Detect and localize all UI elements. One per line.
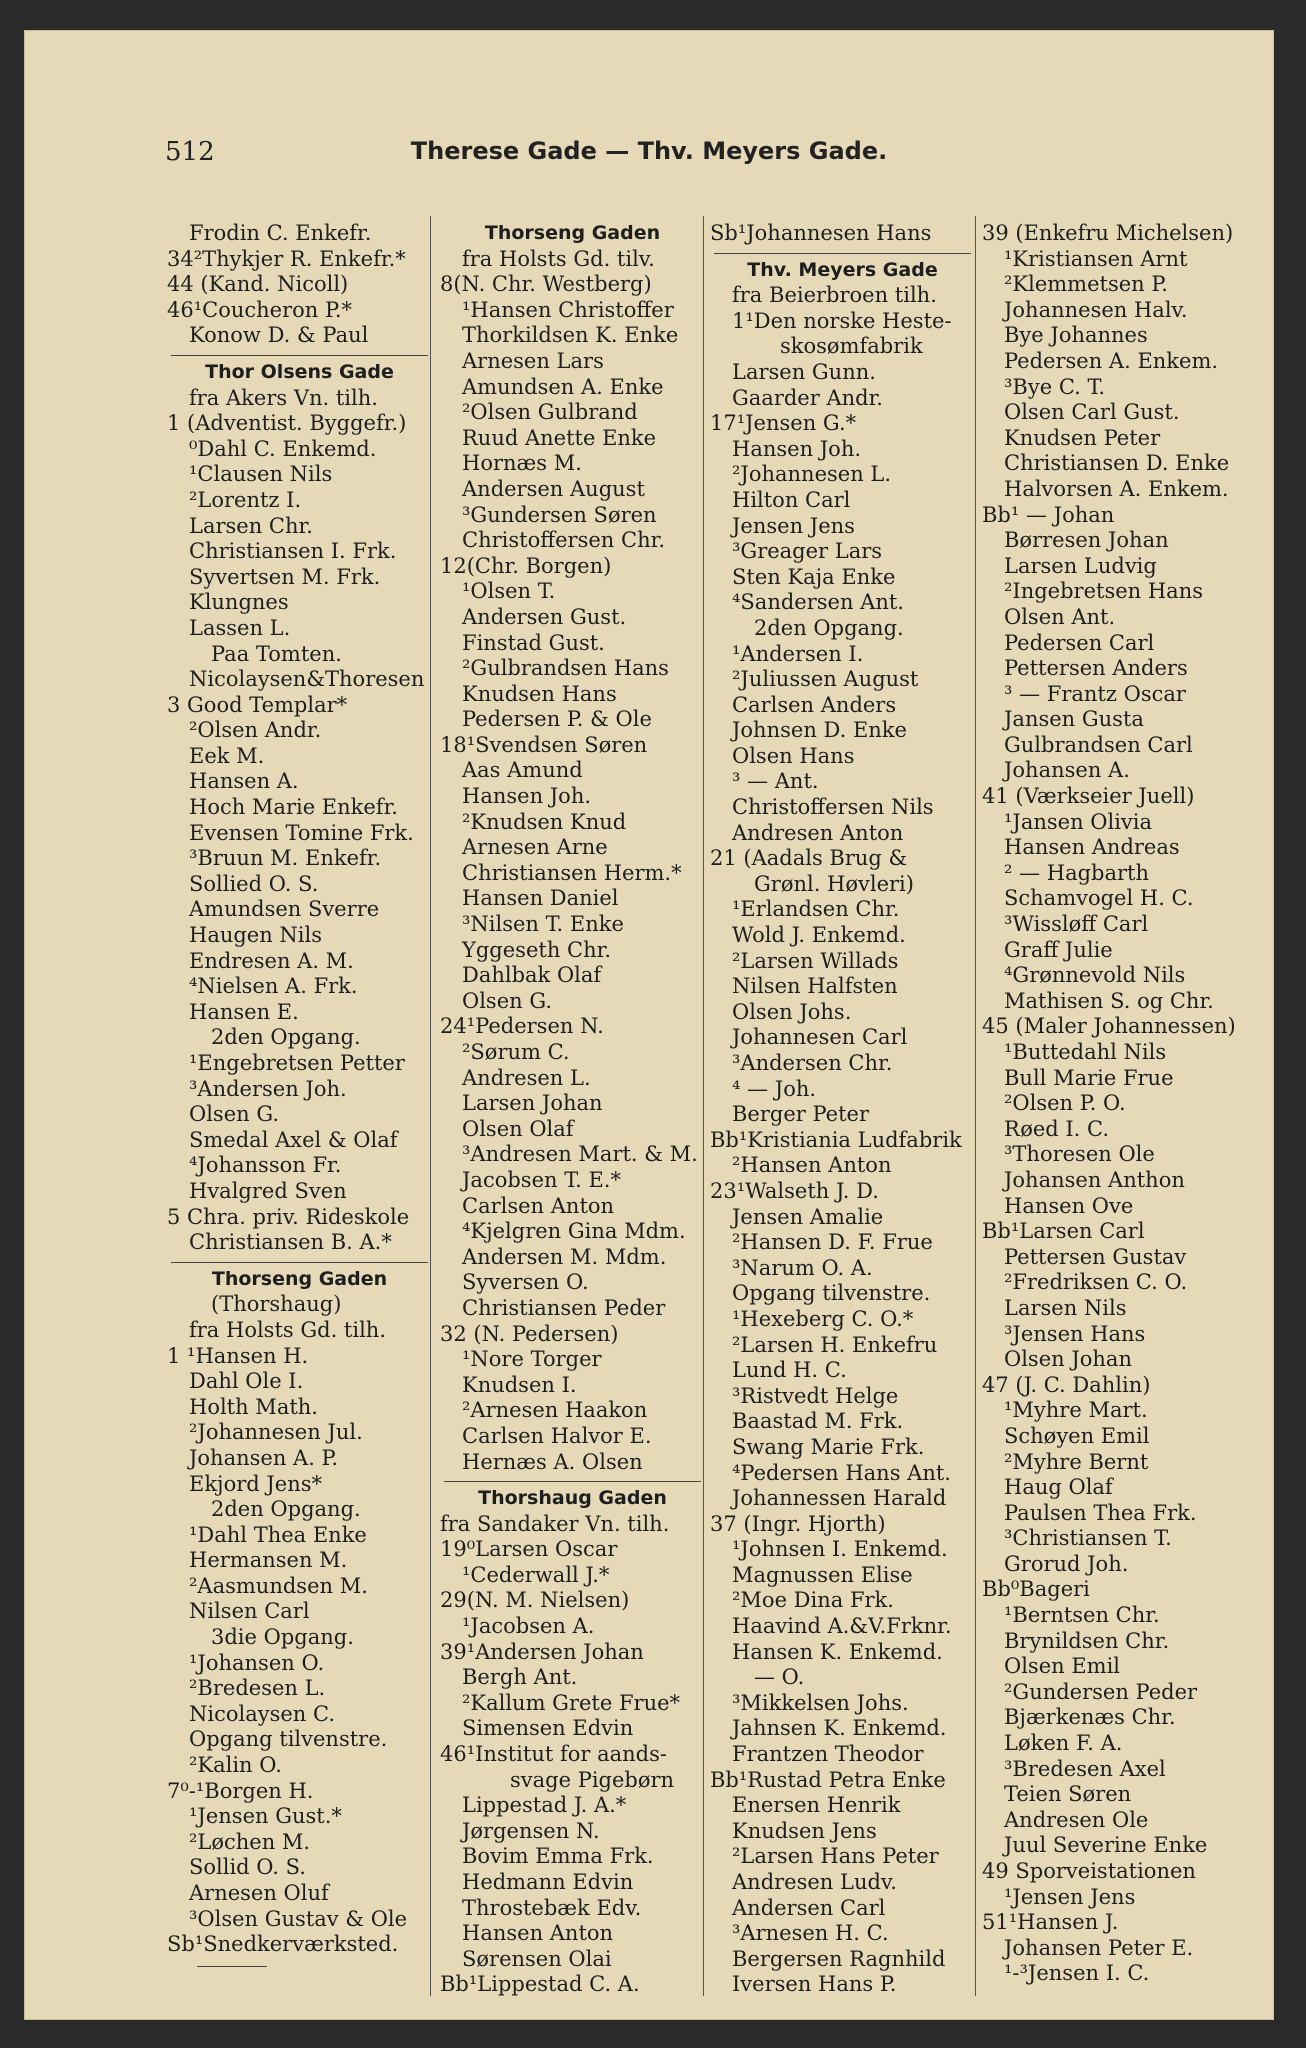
directory-entry: 39 (Enkefru Michelsen) bbox=[982, 221, 1234, 245]
directory-entry: ²Klemmetsen P. bbox=[1004, 272, 1168, 297]
directory-entry: ²Larsen Willads bbox=[732, 948, 899, 973]
directory-entry: Hansen A. bbox=[189, 769, 299, 794]
directory-entry: ³Ristvedt Helge bbox=[732, 1383, 899, 1408]
directory-entry: Eek M. bbox=[189, 743, 265, 768]
directory-entry: Johannesen Halv. bbox=[1004, 297, 1188, 322]
directory-entry: Ekjord Jens* bbox=[189, 1471, 323, 1496]
directory-entry: Magnussen Elise bbox=[732, 1562, 913, 1587]
directory-entry: 12(Chr. Borgen) bbox=[440, 553, 612, 578]
directory-entry: ³Narum O. A. bbox=[732, 1255, 873, 1280]
directory-entry: Hilton Carl bbox=[732, 487, 851, 512]
directory-entry: Jensen Jens bbox=[732, 513, 855, 538]
directory-entry: Carlsen Halvor E. bbox=[462, 1423, 652, 1448]
running-title: Therese Gade — Thv. Meyers Gade. bbox=[410, 137, 888, 165]
directory-entry: ¹Myhre Mart. bbox=[1004, 1398, 1148, 1423]
directory-entry: 8(N. Chr. Westberg) bbox=[440, 272, 652, 297]
directory-entry: 1¹Den norske Heste- bbox=[732, 308, 952, 333]
directory-entry: Bb⁰Bageri bbox=[982, 1577, 1090, 1602]
directory-entry: 24¹Pedersen N. bbox=[440, 1014, 604, 1039]
directory-entry: Amundsen Sverre bbox=[189, 897, 380, 922]
directory-entry: Bb¹Rustad Petra Enke bbox=[710, 1767, 946, 1792]
directory-entry: ³Bredesen Axel bbox=[1004, 1756, 1166, 1781]
directory-entry: Andersen Gust. bbox=[462, 604, 627, 629]
directory-entry: Hansen Andreas bbox=[1004, 835, 1180, 860]
directory-entry: ²Myhre Bernt bbox=[1004, 1449, 1149, 1474]
directory-entry: Pedersen Carl bbox=[1004, 630, 1155, 655]
directory-entry: Graff Julie bbox=[1004, 937, 1113, 962]
directory-entry: Jahnsen K. Enkemd. bbox=[732, 1716, 947, 1741]
directory-entry: ¹Jensen Jens bbox=[1004, 1884, 1136, 1909]
directory-entry: ²Juliussen August bbox=[732, 667, 919, 692]
directory-page bbox=[24, 30, 1274, 2020]
directory-entry: Knudsen Jens bbox=[732, 1818, 877, 1843]
directory-entry: Hansen K. Enkemd. bbox=[732, 1639, 943, 1664]
directory-entry: ¹Berntsen Chr. bbox=[1004, 1603, 1160, 1628]
directory-entry: ³Andersen Chr. bbox=[732, 1051, 893, 1075]
directory-entry: 2den Opgang. bbox=[211, 1025, 361, 1050]
directory-entry: Løken F. A. bbox=[1004, 1731, 1123, 1756]
directory-entry: Frantzen Theodor bbox=[732, 1742, 924, 1767]
directory-entry: Grorud Joh. bbox=[1004, 1551, 1129, 1576]
directory-entry: ¹Clausen Nils bbox=[189, 462, 333, 487]
directory-entry: Christiansen D. Enke bbox=[1004, 451, 1230, 476]
directory-entry: ²Hansen D. F. Frue bbox=[732, 1230, 933, 1255]
directory-entry: Christiansen Peder bbox=[462, 1295, 666, 1320]
directory-entry: 3 Good Templar* bbox=[167, 692, 348, 717]
directory-entry: Frodin C. Enkefr. bbox=[189, 221, 372, 245]
directory-entry: ⁴Nielsen A. Frk. bbox=[189, 974, 358, 999]
directory-entry: Andersen August bbox=[462, 476, 645, 501]
directory-entry: Gulbrandsen Carl bbox=[1004, 732, 1193, 757]
directory-entry: Johansen A. bbox=[1004, 758, 1130, 783]
directory-entry: Haavind A.&V.Frknr. bbox=[732, 1614, 952, 1639]
directory-entry: Christoffersen Nils bbox=[732, 795, 934, 820]
directory-entry: Hansen E. bbox=[189, 999, 299, 1024]
directory-entry: ³Andersen Joh. bbox=[189, 1076, 347, 1101]
directory-entry: ³ — Frantz Oscar bbox=[1004, 681, 1186, 706]
directory-entry: Hansen Joh. bbox=[732, 436, 862, 461]
directory-entry: fra Holsts Gd. tilh. bbox=[189, 1317, 386, 1342]
directory-entry: ²Fredriksen C. O. bbox=[1004, 1270, 1188, 1295]
directory-entry: Konow D. & Paul bbox=[189, 323, 369, 348]
directory-entry: ³Wissløff Carl bbox=[1004, 912, 1149, 937]
directory-entry: Knudsen Peter bbox=[1004, 425, 1161, 450]
directory-entry: Bjærkenæs Chr. bbox=[1004, 1705, 1176, 1730]
directory-entry: fra Akers Vn. tilh. bbox=[189, 385, 378, 410]
directory-entry: Sb¹Snedkerværksted. bbox=[167, 1932, 399, 1957]
directory-entry: Andersen M. Mdm. bbox=[462, 1244, 667, 1269]
directory-entry: 7⁰-¹Borgen H. bbox=[167, 1778, 314, 1803]
directory-entry: Bb¹Lippestad C. A. bbox=[440, 1972, 640, 1997]
directory-entry: Bb¹Kristiania Ludfabrik bbox=[710, 1127, 962, 1152]
directory-entry: ¹Dahl Thea Enke bbox=[189, 1522, 367, 1547]
directory-entry: ²Ingebretsen Hans bbox=[1004, 579, 1203, 604]
directory-entry: ⁰Dahl C. Enkemd. bbox=[189, 436, 377, 461]
directory-entry: Paulsen Thea Frk. bbox=[1004, 1500, 1197, 1525]
directory-entry: Carlsen Anton bbox=[462, 1193, 615, 1218]
directory-entry: Thorkildsen K. Enke bbox=[462, 323, 679, 348]
directory-entry: Klungnes bbox=[189, 590, 289, 615]
directory-entry: ²Gundersen Peder bbox=[1004, 1679, 1198, 1704]
directory-entry: Hansen Anton bbox=[462, 1921, 614, 1946]
directory-entry: Jensen Amalie bbox=[732, 1204, 884, 1229]
directory-entry: ² — Hagbarth bbox=[1004, 860, 1150, 885]
directory-entry: Nilsen Halfsten bbox=[732, 974, 898, 999]
directory-entry: Haugen Nils bbox=[189, 923, 323, 948]
directory-entry: 46¹Institut for aands- bbox=[440, 1742, 667, 1767]
directory-entry: ³Mikkelsen Johs. bbox=[732, 1690, 909, 1715]
directory-entry: Hedmann Edvin bbox=[462, 1870, 634, 1894]
directory-entry: Pettersen Anders bbox=[1004, 656, 1188, 681]
directory-entry: Dahlbak Olaf bbox=[462, 963, 602, 988]
directory-entry: Olsen Emil bbox=[1004, 1654, 1121, 1679]
directory-entry: Nicolaysen C. bbox=[189, 1701, 335, 1726]
directory-entry: Syvertsen M. Frk. bbox=[189, 564, 381, 589]
directory-entry: Hansen Daniel bbox=[462, 886, 619, 911]
directory-entry: fra Holsts Gd. tilv. bbox=[462, 246, 655, 271]
directory-entry: skosømfabrik bbox=[780, 334, 923, 359]
directory-entry: 2den Opgang. bbox=[211, 1497, 361, 1522]
directory-entry: ²Lorentz I. bbox=[189, 487, 302, 512]
directory-entry: Larsen Gunn. bbox=[732, 359, 876, 384]
directory-entry: Hoch Marie Enkefr. bbox=[189, 795, 398, 820]
column-2 bbox=[440, 221, 705, 1997]
directory-entry: Johannesen Carl bbox=[732, 1025, 908, 1050]
section-divider bbox=[197, 1966, 267, 1967]
directory-entry: fra Sandaker Vn. tilh. bbox=[440, 1511, 670, 1536]
directory-entry: Hornæs M. bbox=[462, 451, 582, 476]
directory-entry: ⁴Kjelgren Gina Mdm. bbox=[462, 1219, 686, 1244]
directory-entry: Juul Severine Enke bbox=[1004, 1833, 1208, 1858]
directory-entry: ³Arnesen H. C. bbox=[732, 1921, 889, 1946]
directory-entry: 29(N. M. Nielsen) bbox=[440, 1588, 630, 1613]
directory-entry: ²Sørum C. bbox=[462, 1040, 570, 1064]
directory-entry: ³Gundersen Søren bbox=[462, 502, 657, 527]
directory-entry: 32 (N. Pedersen) bbox=[440, 1321, 619, 1346]
directory-entry: Johansen Peter E. bbox=[1004, 1935, 1194, 1960]
directory-entry: Mathisen S. og Chr. bbox=[1004, 988, 1214, 1013]
directory-entry: Lippestad J. A.* bbox=[462, 1793, 627, 1818]
directory-entry: Endresen A. M. bbox=[189, 948, 354, 973]
directory-entry: Olsen Carl Gust. bbox=[1004, 400, 1180, 425]
directory-entry: ¹Buttedahl Nils bbox=[1004, 1040, 1167, 1064]
directory-entry: Christiansen B. A.* bbox=[189, 1230, 392, 1255]
directory-entry: ¹Cederwall J.* bbox=[462, 1562, 610, 1587]
directory-entry: Pettersen Gustav bbox=[1004, 1244, 1187, 1269]
section-divider bbox=[714, 253, 971, 254]
directory-entry: Olsen Johs. bbox=[732, 999, 852, 1024]
directory-entry: Larsen Chr. bbox=[189, 513, 313, 538]
directory-entry: ³ — Ant. bbox=[732, 769, 819, 794]
directory-entry: Ruud Anette Enke bbox=[462, 425, 657, 450]
directory-entry: Larsen Nils bbox=[1004, 1295, 1127, 1320]
directory-entry: ¹Jacobsen A. bbox=[462, 1614, 595, 1639]
directory-entry: ³Bruun M. Enkefr. bbox=[189, 846, 382, 871]
directory-entry: ³Jensen Hans bbox=[1004, 1321, 1146, 1346]
page-number: 512 bbox=[165, 137, 215, 167]
directory-entry: ¹Andersen I. bbox=[732, 641, 864, 666]
directory-entry: Iversen Hans P. bbox=[732, 1972, 897, 1997]
directory-entry: — O. bbox=[754, 1665, 805, 1690]
directory-entry: Bb¹Larsen Carl bbox=[982, 1219, 1145, 1244]
directory-entry: Røed I. C. bbox=[1004, 1116, 1110, 1141]
directory-entry: (Thorshaug) bbox=[211, 1292, 342, 1317]
directory-entry: ²Olsen Gulbrand bbox=[462, 400, 638, 425]
directory-entry: ²Knudsen Knud bbox=[462, 809, 627, 834]
directory-entry: 37 (Ingr. Hjorth) bbox=[710, 1511, 886, 1536]
directory-entry: ¹Nore Torger bbox=[462, 1347, 602, 1372]
directory-entry: ¹Engebretsen Petter bbox=[189, 1051, 405, 1075]
directory-entry: ¹Hexeberg C. O.* bbox=[732, 1306, 914, 1331]
directory-entry: ³Bye C. T. bbox=[1004, 374, 1106, 399]
section-divider bbox=[171, 1262, 428, 1263]
directory-entry: Jacobsen T. E.* bbox=[462, 1167, 621, 1192]
directory-entry: Hansen Ove bbox=[1004, 1193, 1134, 1218]
directory-entry: Schamvogel H. C. bbox=[1004, 886, 1194, 911]
directory-entry: Sollid O. S. bbox=[189, 1855, 306, 1880]
directory-entry: 17¹Jensen G.* bbox=[710, 411, 857, 436]
directory-entry: ²Hansen Anton bbox=[732, 1153, 892, 1178]
directory-entry: ²Bredesen L. bbox=[189, 1676, 326, 1701]
directory-entry: Gaarder Andr. bbox=[732, 385, 883, 410]
directory-entry: ²Olsen P. O. bbox=[1004, 1091, 1126, 1116]
directory-entry: Syversen O. bbox=[462, 1270, 589, 1295]
directory-entry: 51¹Hansen J. bbox=[982, 1910, 1119, 1935]
directory-entry: Hvalgred Sven bbox=[189, 1178, 347, 1203]
directory-entry: fra Beierbroen tilh. bbox=[732, 283, 937, 308]
directory-entry: Christoffersen Chr. bbox=[462, 528, 665, 553]
directory-entry: Olsen Ant. bbox=[1004, 604, 1116, 629]
directory-entry: Christiansen I. Frk. bbox=[189, 539, 397, 564]
directory-entry: ⁴Sandersen Ant. bbox=[732, 590, 904, 615]
directory-entry: Andresen L. bbox=[462, 1065, 591, 1090]
directory-entry: Johannessen Harald bbox=[732, 1486, 947, 1511]
directory-entry: Simensen Edvin bbox=[462, 1716, 634, 1741]
directory-entry: Arnesen Lars bbox=[462, 348, 604, 373]
directory-entry: ²Johannesen Jul. bbox=[189, 1420, 363, 1445]
directory-entry: ¹Johansen O. bbox=[189, 1650, 325, 1675]
column-divider bbox=[703, 216, 704, 1996]
directory-entry: Wold J. Enkemd. bbox=[732, 923, 906, 948]
directory-entry: Johnsen D. Enke bbox=[732, 718, 907, 743]
directory-entry: Olsen G. bbox=[189, 1102, 280, 1127]
page-header bbox=[25, 137, 1273, 177]
directory-entry: 1 (Adventist. Byggefr.) bbox=[167, 411, 407, 436]
directory-entry: Arnesen Oluf bbox=[189, 1881, 329, 1905]
directory-entry: 47 (J. C. Dahlin) bbox=[982, 1372, 1151, 1397]
directory-entry: 49 Sporveistationen bbox=[982, 1859, 1196, 1883]
directory-entry: Swang Marie Frk. bbox=[732, 1434, 925, 1459]
directory-entry: Sten Kaja Enke bbox=[732, 564, 896, 589]
directory-entry: ¹-³Jensen I. C. bbox=[1004, 1961, 1150, 1986]
directory-entry: 1 ¹Hansen H. bbox=[167, 1343, 309, 1368]
directory-entry: Bergersen Ragnhild bbox=[732, 1946, 946, 1971]
directory-entry: ²Gulbrandsen Hans bbox=[462, 656, 669, 681]
column-3 bbox=[710, 221, 975, 1997]
directory-entry: Olsen Hans bbox=[732, 743, 855, 768]
directory-entry: Amundsen A. Enke bbox=[462, 374, 664, 399]
directory-entry: Dahl Ole I. bbox=[189, 1369, 304, 1394]
directory-entry: Baastad M. Frk. bbox=[732, 1409, 904, 1434]
directory-entry: Haug Olaf bbox=[1004, 1475, 1113, 1500]
directory-entry: Teien Søren bbox=[1004, 1782, 1132, 1807]
directory-entry: ⁴ — Joh. bbox=[732, 1076, 817, 1101]
street-heading: Thorseng Gaden bbox=[484, 222, 661, 244]
directory-entry: Lund H. C. bbox=[732, 1358, 847, 1383]
directory-entry: Sb¹Johannesen Hans bbox=[710, 221, 932, 245]
directory-entry: 34²Thykjer R. Enkefr.* bbox=[167, 246, 406, 271]
directory-entry: 19⁰Larsen Oscar bbox=[440, 1537, 618, 1562]
directory-entry: 44 (Kand. Nicoll) bbox=[167, 272, 349, 297]
directory-entry: Andersen Carl bbox=[732, 1895, 886, 1920]
directory-entry: 3die Opgang. bbox=[211, 1625, 354, 1650]
directory-entry: ²Olsen Andr. bbox=[189, 718, 322, 743]
directory-entry: Schøyen Emil bbox=[1004, 1423, 1150, 1448]
directory-entry: Bovim Emma Frk. bbox=[462, 1844, 654, 1869]
directory-entry: ¹Olsen T. bbox=[462, 579, 556, 604]
directory-entry: Sollied O. S. bbox=[189, 871, 319, 896]
directory-entry: Brynildsen Chr. bbox=[1004, 1628, 1170, 1653]
directory-entry: Larsen Ludvig bbox=[1004, 553, 1157, 578]
directory-entry: Knudsen Hans bbox=[462, 681, 617, 706]
street-heading: Thorshaug Gaden bbox=[478, 1487, 667, 1510]
directory-entry: ²Johannesen L. bbox=[732, 462, 892, 487]
street-heading: Thv. Meyers Gade bbox=[747, 258, 938, 281]
directory-entry: Nicolaysen&Thoresen bbox=[189, 667, 425, 692]
directory-entry: Halvorsen A. Enkem. bbox=[1004, 476, 1229, 501]
directory-entry: Bergh Ant. bbox=[462, 1665, 578, 1690]
directory-entry: ²Kalin O. bbox=[189, 1753, 282, 1778]
directory-entry: ¹Erlandsen Chr. bbox=[732, 897, 900, 922]
directory-entry: Aas Amund bbox=[462, 758, 583, 783]
directory-entry: Smedal Axel & Olaf bbox=[189, 1127, 398, 1152]
directory-entry: Finstad Gust. bbox=[462, 630, 605, 655]
directory-entry: ³Olsen Gustav & Ole bbox=[189, 1906, 408, 1931]
directory-entry: Jansen Gusta bbox=[1004, 707, 1144, 732]
column-4 bbox=[982, 221, 1247, 1986]
directory-entry: ¹Kristiansen Arnt bbox=[1004, 246, 1188, 271]
column-divider bbox=[975, 216, 976, 1996]
directory-entry: ²Aasmundsen M. bbox=[189, 1573, 368, 1598]
directory-entry: ³Nilsen T. Enke bbox=[462, 912, 624, 937]
directory-entry: Paa Tomten. bbox=[211, 641, 342, 666]
directory-entry: Olsen G. bbox=[462, 988, 553, 1013]
directory-entry: Sørensen Olai bbox=[462, 1946, 612, 1971]
directory-entry: Bb¹ — Johan bbox=[982, 502, 1115, 527]
directory-entry: ²Moe Dina Frk. bbox=[732, 1588, 894, 1613]
directory-entry: Larsen Johan bbox=[462, 1091, 603, 1116]
directory-entry: ¹Jansen Olivia bbox=[1004, 809, 1153, 834]
directory-entry: Olsen Olaf bbox=[462, 1116, 574, 1141]
street-heading: Thorseng Gaden bbox=[211, 1267, 388, 1290]
directory-entry: ⁴Johansson Fr. bbox=[189, 1153, 342, 1178]
directory-entry: Grønl. Høvleri) bbox=[754, 871, 914, 896]
directory-entry: ²Kallum Grete Frue* bbox=[462, 1690, 681, 1715]
directory-entry: 41 (Værkseier Juell) bbox=[982, 784, 1195, 809]
directory-entry: Carlsen Anders bbox=[732, 692, 897, 717]
directory-entry: Børresen Johan bbox=[1004, 528, 1169, 553]
street-heading: Thor Olsens Gade bbox=[205, 360, 394, 383]
directory-entry: Lassen L. bbox=[189, 615, 291, 640]
directory-entry: ¹Johnsen I. Enkemd. bbox=[732, 1537, 948, 1562]
section-divider bbox=[171, 355, 428, 356]
directory-entry: ³Andresen Mart. & M. bbox=[462, 1142, 698, 1167]
directory-entry: ¹Hansen Christoffer bbox=[462, 297, 674, 322]
directory-entry: 45 (Maler Johannessen) bbox=[982, 1014, 1236, 1039]
directory-entry: Enersen Henrik bbox=[732, 1793, 901, 1818]
directory-entry: ²Larsen Hans Peter bbox=[732, 1844, 939, 1869]
directory-entry: Opgang tilvenstre. bbox=[189, 1727, 388, 1752]
directory-entry: Bye Johannes bbox=[1004, 323, 1148, 348]
directory-entry: Andresen Ole bbox=[1004, 1807, 1149, 1832]
directory-entry: ²Løchen M. bbox=[189, 1829, 311, 1854]
directory-entry: Hernæs A. Olsen bbox=[462, 1449, 643, 1474]
directory-entry: Knudsen I. bbox=[462, 1372, 577, 1397]
directory-entry: 46¹Coucheron P.* bbox=[167, 297, 353, 322]
directory-entry: Hermansen M. bbox=[189, 1548, 348, 1573]
directory-entry: ²Larsen H. Enkefru bbox=[732, 1332, 938, 1357]
directory-entry: Johansen A. P. bbox=[189, 1445, 339, 1470]
directory-entry: 2den Opgang. bbox=[754, 615, 904, 640]
directory-entry: Bull Marie Frue bbox=[1004, 1065, 1174, 1090]
directory-entry: ⁴Grønnevold Nils bbox=[1004, 963, 1186, 988]
directory-entry: Pedersen A. Enkem. bbox=[1004, 348, 1219, 373]
directory-entry: ³Christiansen T. bbox=[1004, 1526, 1172, 1551]
directory-entry: Throstebæk Edv. bbox=[462, 1895, 642, 1920]
directory-entry: Andresen Ludv. bbox=[732, 1870, 897, 1894]
column-divider bbox=[430, 216, 431, 1996]
directory-entry: 39¹Andersen Johan bbox=[440, 1639, 644, 1664]
directory-entry: Nilsen Carl bbox=[189, 1599, 310, 1624]
directory-entry: ²Arnesen Haakon bbox=[462, 1398, 648, 1423]
directory-entry: ³Greager Lars bbox=[732, 539, 883, 564]
directory-entry: Pedersen P. & Ole bbox=[462, 707, 652, 732]
directory-entry: Evensen Tomine Frk. bbox=[189, 820, 414, 845]
directory-entry: ¹Jensen Gust.* bbox=[189, 1804, 342, 1829]
directory-entry: ⁴Pedersen Hans Ant. bbox=[732, 1460, 951, 1485]
directory-entry: 18¹Svendsen Søren bbox=[440, 732, 648, 757]
directory-entry: Johansen Anthon bbox=[1004, 1167, 1185, 1192]
directory-entry: Berger Peter bbox=[732, 1102, 870, 1127]
directory-entry: 23¹Walseth J. D. bbox=[710, 1178, 879, 1203]
directory-entry: ³Thoresen Ole bbox=[1004, 1142, 1155, 1167]
column-1 bbox=[167, 221, 432, 1981]
directory-entry: Yggeseth Chr. bbox=[462, 937, 612, 962]
directory-entry: Olsen Johan bbox=[1004, 1347, 1132, 1372]
directory-entry: Holth Math. bbox=[189, 1394, 318, 1419]
directory-entry: 21 (Aadals Brug & bbox=[710, 846, 908, 871]
directory-entry: 5 Chra. priv. Rideskole bbox=[167, 1204, 410, 1229]
directory-entry: svage Pigebørn bbox=[510, 1767, 675, 1792]
directory-entry: Christiansen Herm.* bbox=[462, 860, 682, 885]
directory-entry: Opgang tilvenstre. bbox=[732, 1281, 931, 1306]
directory-entry: Hansen Joh. bbox=[462, 784, 592, 809]
section-divider bbox=[444, 1481, 701, 1482]
directory-entry: Jørgensen N. bbox=[462, 1818, 600, 1843]
directory-entry: Arnesen Arne bbox=[462, 835, 608, 860]
directory-entry: Andresen Anton bbox=[732, 820, 904, 845]
